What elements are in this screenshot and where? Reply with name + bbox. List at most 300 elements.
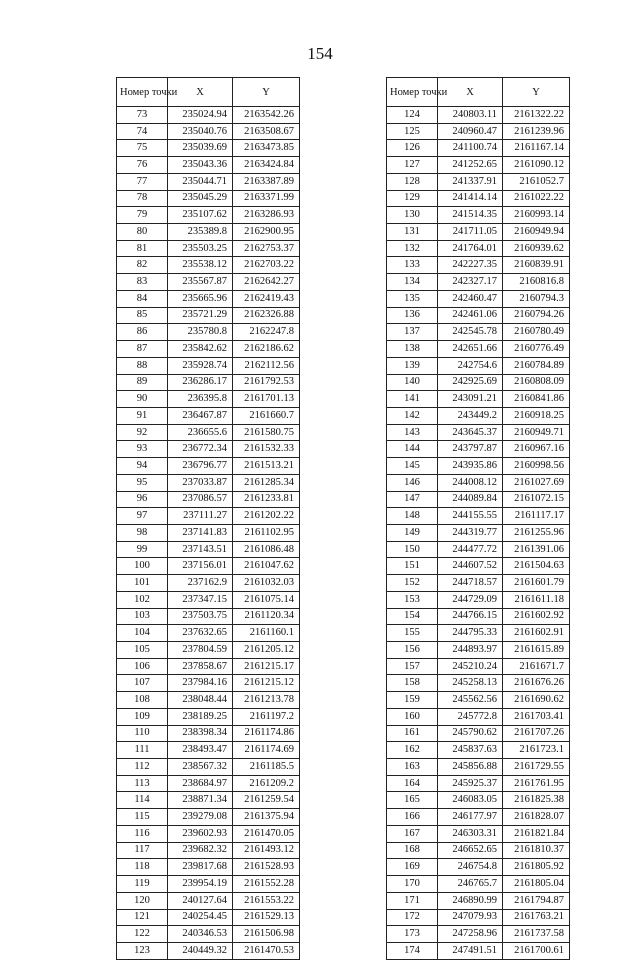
x-coordinate-cell: 240346.53 [168,926,233,943]
point-number-cell: 115 [117,809,168,826]
point-number-cell: 169 [387,859,438,876]
x-coordinate-cell: 240127.64 [168,892,233,909]
x-coordinate-cell: 244729.09 [438,591,503,608]
y-coordinate-cell: 2161233.81 [233,491,300,508]
point-number-cell: 109 [117,708,168,725]
point-number-cell: 123 [117,942,168,959]
y-coordinate-cell: 2161761.95 [503,775,570,792]
table-row [117,809,300,826]
x-coordinate-cell: 245856.88 [438,759,503,776]
point-number-cell: 156 [387,642,438,659]
table-row [387,441,570,458]
coordinates-table-right [386,77,570,960]
x-coordinate-cell: 247079.93 [438,909,503,926]
point-number-cell: 140 [387,374,438,391]
page-number: 154 [307,44,333,63]
x-coordinate-cell: 236655.6 [168,424,233,441]
point-number-cell: 150 [387,541,438,558]
x-coordinate-cell: 244155.55 [438,508,503,525]
table-row [117,224,300,241]
table-row [387,341,570,358]
y-coordinate-cell: 2161601.79 [503,575,570,592]
table-row [387,407,570,424]
x-coordinate-cell: 242754.6 [438,357,503,374]
table-row [387,491,570,508]
point-number-cell: 108 [117,692,168,709]
table-row [387,692,570,709]
header-x: X [168,78,233,107]
y-coordinate-cell: 2161075.14 [233,591,300,608]
point-number-cell: 113 [117,775,168,792]
table-header-row [387,78,570,107]
x-coordinate-cell: 235721.29 [168,307,233,324]
y-coordinate-cell: 2161022.22 [503,190,570,207]
x-coordinate-cell: 245772.8 [438,708,503,725]
table-row [117,240,300,257]
point-number-cell: 79 [117,207,168,224]
point-number-cell: 74 [117,123,168,140]
table-row [387,608,570,625]
y-coordinate-cell: 2161102.95 [233,524,300,541]
table-row [117,541,300,558]
x-coordinate-cell: 244795.33 [438,625,503,642]
point-number-cell: 114 [117,792,168,809]
y-coordinate-cell: 2161602.92 [503,608,570,625]
y-coordinate-cell: 2161167.14 [503,140,570,157]
y-coordinate-cell: 2160784.89 [503,357,570,374]
point-number-cell: 98 [117,524,168,541]
table-row [117,123,300,140]
y-coordinate-cell: 2161047.62 [233,558,300,575]
point-number-cell: 90 [117,391,168,408]
table-row [387,575,570,592]
point-number-cell: 89 [117,374,168,391]
point-number-cell: 161 [387,725,438,742]
table-row [117,859,300,876]
point-number-cell: 171 [387,892,438,909]
y-coordinate-cell: 2161120.34 [233,608,300,625]
point-number-cell: 83 [117,274,168,291]
point-number-cell: 132 [387,240,438,257]
table-row [117,759,300,776]
point-number-cell: 121 [117,909,168,926]
table-row [117,374,300,391]
table-row [117,324,300,341]
table-row [387,876,570,893]
point-number-cell: 124 [387,107,438,124]
y-coordinate-cell: 2161285.34 [233,474,300,491]
coordinates-table-left [116,77,300,960]
point-number-cell: 148 [387,508,438,525]
y-coordinate-cell: 2161828.07 [503,809,570,826]
point-number-cell: 173 [387,926,438,943]
table-row [117,892,300,909]
table-row [387,224,570,241]
point-number-cell: 158 [387,675,438,692]
x-coordinate-cell: 243091.21 [438,391,503,408]
y-coordinate-cell: 2161391.06 [503,541,570,558]
point-number-cell: 172 [387,909,438,926]
table-row [387,625,570,642]
table-row [117,407,300,424]
x-coordinate-cell: 238048.44 [168,692,233,709]
y-coordinate-cell: 2161690.62 [503,692,570,709]
point-number-cell: 96 [117,491,168,508]
point-number-cell: 75 [117,140,168,157]
table-row [387,458,570,475]
header-point-number: Номер точки [387,78,438,107]
point-number-cell: 110 [117,725,168,742]
y-coordinate-cell: 2161528.93 [233,859,300,876]
y-coordinate-cell: 2163371.99 [233,190,300,207]
y-coordinate-cell: 2161552.28 [233,876,300,893]
y-coordinate-cell: 2160794.3 [503,290,570,307]
table-row [117,290,300,307]
x-coordinate-cell: 240960.47 [438,123,503,140]
x-coordinate-cell: 237143.51 [168,541,233,558]
point-number-cell: 165 [387,792,438,809]
point-number-cell: 95 [117,474,168,491]
point-number-cell: 127 [387,157,438,174]
table-row [117,842,300,859]
y-coordinate-cell: 2162326.88 [233,307,300,324]
point-number-cell: 76 [117,157,168,174]
y-coordinate-cell: 2161707.26 [503,725,570,742]
table-row [117,190,300,207]
y-coordinate-cell: 2161701.13 [233,391,300,408]
table-row [117,107,300,124]
point-number-cell: 138 [387,341,438,358]
x-coordinate-cell: 247491.51 [438,942,503,959]
table-row [387,173,570,190]
y-coordinate-cell: 2162419.43 [233,290,300,307]
x-coordinate-cell: 243645.37 [438,424,503,441]
point-number-cell: 139 [387,357,438,374]
table-row [117,207,300,224]
y-coordinate-cell: 2161763.21 [503,909,570,926]
x-coordinate-cell: 246765.7 [438,876,503,893]
table-row [117,775,300,792]
point-number-cell: 117 [117,842,168,859]
point-number-cell: 125 [387,123,438,140]
x-coordinate-cell: 245258.13 [438,675,503,692]
point-number-cell: 80 [117,224,168,241]
x-coordinate-cell: 240803.11 [438,107,503,124]
point-number-cell: 86 [117,324,168,341]
x-coordinate-cell: 241414.14 [438,190,503,207]
table-row [387,541,570,558]
x-coordinate-cell: 246303.31 [438,825,503,842]
point-number-cell: 153 [387,591,438,608]
point-number-cell: 159 [387,692,438,709]
x-coordinate-cell: 236796.77 [168,458,233,475]
table-row [387,909,570,926]
point-number-cell: 133 [387,257,438,274]
table-row [117,558,300,575]
point-number-cell: 120 [117,892,168,909]
table-row [387,859,570,876]
table-row [117,508,300,525]
table-row [117,441,300,458]
table-row [387,424,570,441]
x-coordinate-cell: 246177.97 [438,809,503,826]
y-coordinate-cell: 2161825.38 [503,792,570,809]
x-coordinate-cell: 238871.34 [168,792,233,809]
table-row [117,725,300,742]
y-coordinate-cell: 2160780.49 [503,324,570,341]
point-number-cell: 82 [117,257,168,274]
y-coordinate-cell: 2161615.89 [503,642,570,659]
header-y: Y [503,78,570,107]
y-coordinate-cell: 2161703.41 [503,708,570,725]
table-row [387,357,570,374]
point-number-cell: 146 [387,474,438,491]
y-coordinate-cell: 2161729.55 [503,759,570,776]
table-row [117,524,300,541]
y-coordinate-cell: 2161506.98 [233,926,300,943]
y-coordinate-cell: 2161805.92 [503,859,570,876]
x-coordinate-cell: 238189.25 [168,708,233,725]
x-coordinate-cell: 244089.84 [438,491,503,508]
point-number-cell: 164 [387,775,438,792]
y-coordinate-cell: 2161821.84 [503,825,570,842]
y-coordinate-cell: 2160841.86 [503,391,570,408]
table-row [387,708,570,725]
table-row [387,508,570,525]
table-row [387,792,570,809]
table-row [387,257,570,274]
point-number-cell: 116 [117,825,168,842]
x-coordinate-cell: 241764.01 [438,240,503,257]
table-row [117,274,300,291]
x-coordinate-cell: 237858.67 [168,658,233,675]
point-number-cell: 73 [117,107,168,124]
y-coordinate-cell: 2161513.21 [233,458,300,475]
table-row [387,307,570,324]
x-coordinate-cell: 235567.87 [168,274,233,291]
y-coordinate-cell: 2162186.62 [233,341,300,358]
x-coordinate-cell: 235928.74 [168,357,233,374]
header-y: Y [233,78,300,107]
y-coordinate-cell: 2162112.56 [233,357,300,374]
y-coordinate-cell: 2161611.18 [503,591,570,608]
y-coordinate-cell: 2161213.78 [233,692,300,709]
x-coordinate-cell: 237347.15 [168,591,233,608]
y-coordinate-cell: 2162703.22 [233,257,300,274]
point-number-cell: 94 [117,458,168,475]
y-coordinate-cell: 2161794.87 [503,892,570,909]
x-coordinate-cell: 235045.29 [168,190,233,207]
y-coordinate-cell: 2162900.95 [233,224,300,241]
x-coordinate-cell: 242227.35 [438,257,503,274]
y-coordinate-cell: 2161660.7 [233,407,300,424]
table-row [387,658,570,675]
x-coordinate-cell: 235040.76 [168,123,233,140]
table-row [387,140,570,157]
y-coordinate-cell: 2161215.17 [233,658,300,675]
point-number-cell: 152 [387,575,438,592]
x-coordinate-cell: 235389.8 [168,224,233,241]
point-number-cell: 137 [387,324,438,341]
table-row [387,642,570,659]
table-row [387,809,570,826]
point-number-cell: 100 [117,558,168,575]
table-row [387,775,570,792]
table-row [117,491,300,508]
y-coordinate-cell: 2160993.14 [503,207,570,224]
table-row [117,458,300,475]
x-coordinate-cell: 237984.16 [168,675,233,692]
point-number-cell: 130 [387,207,438,224]
table-row [117,675,300,692]
x-coordinate-cell: 236467.87 [168,407,233,424]
point-number-cell: 167 [387,825,438,842]
y-coordinate-cell: 2161185.5 [233,759,300,776]
point-number-cell: 141 [387,391,438,408]
y-coordinate-cell: 2161493.12 [233,842,300,859]
point-number-cell: 102 [117,591,168,608]
y-coordinate-cell: 2161072.15 [503,491,570,508]
y-coordinate-cell: 2161027.69 [503,474,570,491]
x-coordinate-cell: 239954.19 [168,876,233,893]
x-coordinate-cell: 243935.86 [438,458,503,475]
y-coordinate-cell: 2161259.54 [233,792,300,809]
x-coordinate-cell: 238398.34 [168,725,233,742]
table-row [387,825,570,842]
x-coordinate-cell: 237111.27 [168,508,233,525]
x-coordinate-cell: 236286.17 [168,374,233,391]
x-coordinate-cell: 241711.05 [438,224,503,241]
x-coordinate-cell: 235024.94 [168,107,233,124]
y-coordinate-cell: 2161602.91 [503,625,570,642]
point-number-cell: 128 [387,173,438,190]
y-coordinate-cell: 2163508.67 [233,123,300,140]
table-row [117,357,300,374]
y-coordinate-cell: 2160816.8 [503,274,570,291]
x-coordinate-cell: 243449.2 [438,407,503,424]
table-row [117,474,300,491]
point-number-cell: 81 [117,240,168,257]
table-row [117,575,300,592]
x-coordinate-cell: 241337.91 [438,173,503,190]
y-coordinate-cell: 2160998.56 [503,458,570,475]
table-row [387,591,570,608]
x-coordinate-cell: 238684.97 [168,775,233,792]
y-coordinate-cell: 2161174.69 [233,742,300,759]
x-coordinate-cell: 237503.75 [168,608,233,625]
x-coordinate-cell: 237162.9 [168,575,233,592]
table-row [387,842,570,859]
x-coordinate-cell: 246083.05 [438,792,503,809]
x-coordinate-cell: 245925.37 [438,775,503,792]
point-number-cell: 87 [117,341,168,358]
y-coordinate-cell: 2161160.1 [233,625,300,642]
y-coordinate-cell: 2163424.84 [233,157,300,174]
x-coordinate-cell: 244008.12 [438,474,503,491]
point-number-cell: 107 [117,675,168,692]
y-coordinate-cell: 2160949.94 [503,224,570,241]
y-coordinate-cell: 2161671.7 [503,658,570,675]
y-coordinate-cell: 2161209.2 [233,775,300,792]
table-row [117,942,300,959]
point-number-cell: 129 [387,190,438,207]
table-row [117,742,300,759]
x-coordinate-cell: 241100.74 [438,140,503,157]
x-coordinate-cell: 241514.35 [438,207,503,224]
table-row [387,190,570,207]
table-header-row [117,78,300,107]
x-coordinate-cell: 235043.36 [168,157,233,174]
point-number-cell: 93 [117,441,168,458]
table-row [117,608,300,625]
y-coordinate-cell: 2162247.8 [233,324,300,341]
x-coordinate-cell: 242327.17 [438,274,503,291]
x-coordinate-cell: 240449.32 [168,942,233,959]
x-coordinate-cell: 244893.97 [438,642,503,659]
x-coordinate-cell: 237086.57 [168,491,233,508]
point-number-cell: 131 [387,224,438,241]
table-row [387,207,570,224]
y-coordinate-cell: 2161086.48 [233,541,300,558]
table-row [387,290,570,307]
x-coordinate-cell: 245562.56 [438,692,503,709]
y-coordinate-cell: 2160839.91 [503,257,570,274]
x-coordinate-cell: 236772.34 [168,441,233,458]
x-coordinate-cell: 235780.8 [168,324,233,341]
table-row [117,708,300,725]
y-coordinate-cell: 2161532.33 [233,441,300,458]
y-coordinate-cell: 2161239.96 [503,123,570,140]
x-coordinate-cell: 235039.69 [168,140,233,157]
y-coordinate-cell: 2161375.94 [233,809,300,826]
point-number-cell: 99 [117,541,168,558]
y-coordinate-cell: 2161580.75 [233,424,300,441]
x-coordinate-cell: 244766.15 [438,608,503,625]
point-number-cell: 145 [387,458,438,475]
point-number-cell: 134 [387,274,438,291]
table-row [117,140,300,157]
table-row [387,759,570,776]
x-coordinate-cell: 244718.57 [438,575,503,592]
x-coordinate-cell: 239602.93 [168,825,233,842]
y-coordinate-cell: 2160808.09 [503,374,570,391]
table-row [387,274,570,291]
table-row [387,942,570,959]
point-number-cell: 163 [387,759,438,776]
point-number-cell: 147 [387,491,438,508]
y-coordinate-cell: 2161529.13 [233,909,300,926]
point-number-cell: 119 [117,876,168,893]
table-row [117,658,300,675]
table-row [387,725,570,742]
x-coordinate-cell: 235107.62 [168,207,233,224]
x-coordinate-cell: 246890.99 [438,892,503,909]
x-coordinate-cell: 245790.62 [438,725,503,742]
table-row [387,558,570,575]
point-number-cell: 155 [387,625,438,642]
table-row [387,107,570,124]
x-coordinate-cell: 235665.96 [168,290,233,307]
table-row [117,307,300,324]
y-coordinate-cell: 2161202.22 [233,508,300,525]
point-number-cell: 77 [117,173,168,190]
point-number-cell: 162 [387,742,438,759]
x-coordinate-cell: 242545.78 [438,324,503,341]
y-coordinate-cell: 2163473.85 [233,140,300,157]
x-coordinate-cell: 247258.96 [438,926,503,943]
y-coordinate-cell: 2161676.26 [503,675,570,692]
x-coordinate-cell: 239682.32 [168,842,233,859]
